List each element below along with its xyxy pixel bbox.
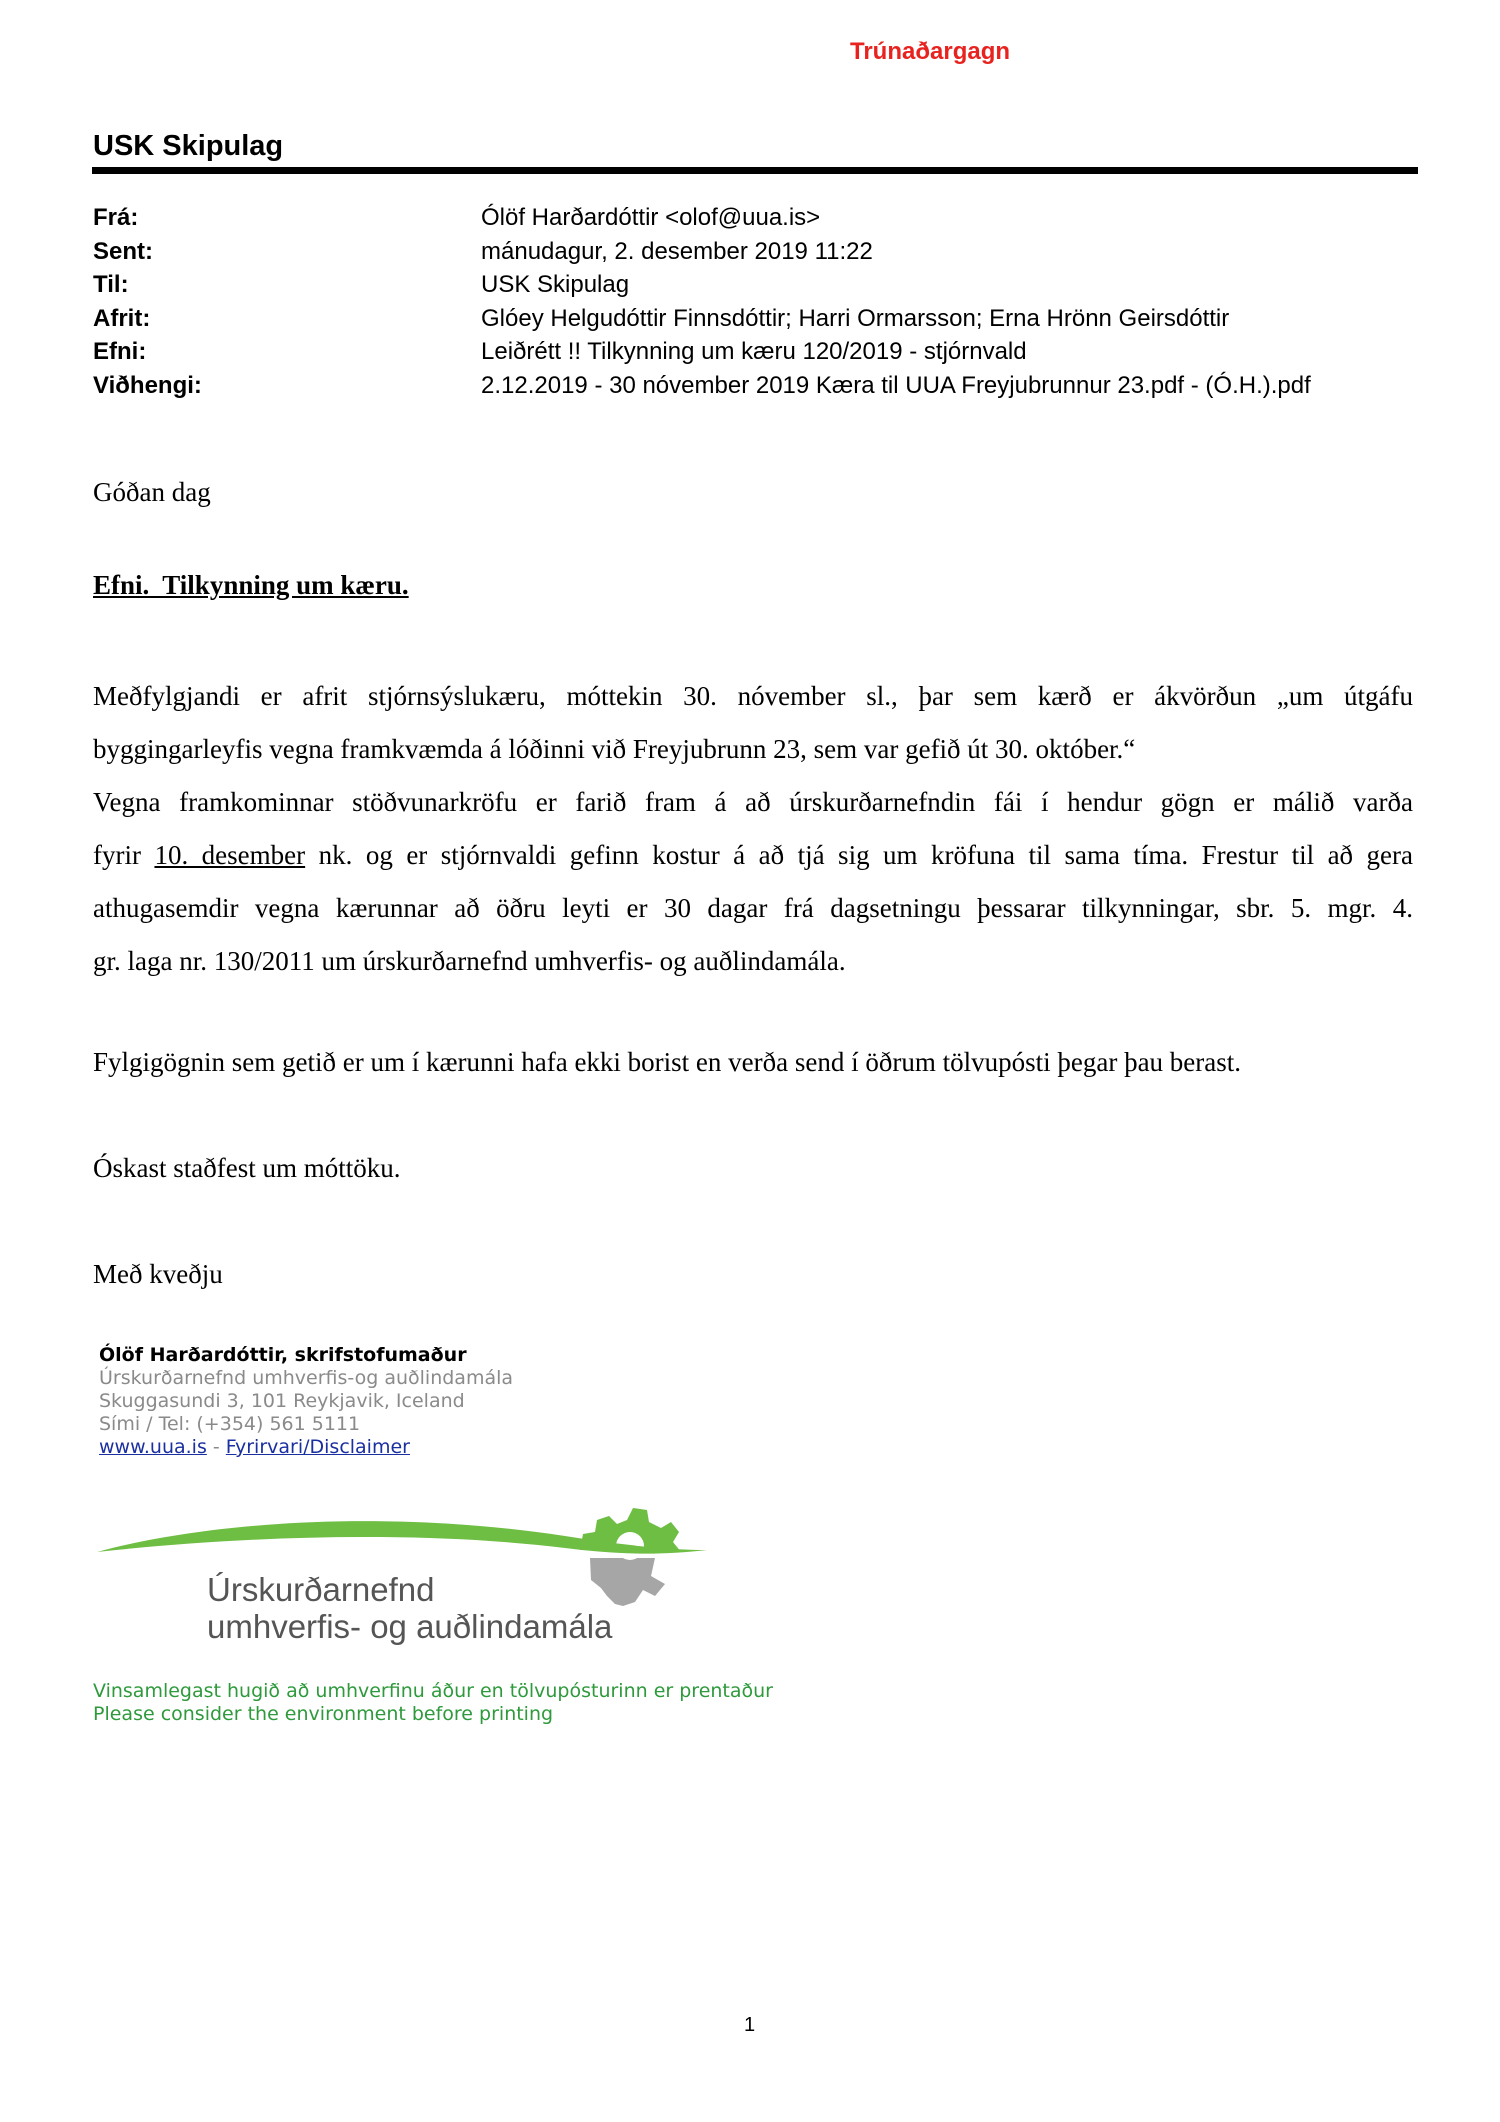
- header-to-label: Til:: [93, 271, 129, 298]
- body-subject: Efni. Tilkynning um kæru.: [93, 570, 409, 600]
- paragraph-confirm: Óskast staðfest um móttöku.: [93, 1153, 401, 1183]
- confidential-label: Trúnaðargagn: [850, 38, 1011, 65]
- header-attachment-label: Viðhengi:: [93, 372, 202, 399]
- para1-line5: athugasemdir vegna kærunnar að öðru leyti er 30 dagar frá dagsetningu þessarar tilkynningar, sbr. 5. mgr. 4.: [93, 893, 1413, 923]
- closing: Með kveðju: [93, 1259, 223, 1289]
- environment-note-is: Vinsamlegast hugið að umhverfinu áður en tölvupósturinn er prentaður: [93, 1680, 773, 1702]
- para1-line4-pre: fyrir: [93, 840, 155, 870]
- logo-line2: umhverfis- og auðlindamála: [207, 1608, 613, 1645]
- disclaimer-link[interactable]: Fyrirvari/Disclaimer: [225, 1436, 410, 1458]
- link-separator: -: [206, 1436, 226, 1458]
- para1-line4: [93, 829, 1413, 882]
- header-attachment-value[interactable]: 2.12.2019 - 30 nóvember 2019 Kæra til UUA Freyjubrunnur 23.pdf - (Ó.H.).pdf: [481, 372, 1311, 399]
- para1-line2: byggingarleyfis vegna framkvæmda á lóðinni við Freyjubrunn 23, sem var gefið út 30. október.“: [93, 734, 1136, 764]
- uua-logo-graphic: [95, 1480, 715, 1660]
- header-to-value: USK Skipulag: [481, 271, 630, 298]
- header-cc-label: Afrit:: [93, 305, 151, 332]
- deadline-date: 10. desember: [154, 840, 306, 870]
- header-from-value: Ólöf Harðardóttir <olof@uua.is>: [481, 204, 821, 231]
- paragraph-notice: [93, 670, 1413, 988]
- website-link[interactable]: www.uua.is: [99, 1436, 207, 1458]
- signature-phone: Sími / Tel: (+354) 561 5111: [99, 1413, 361, 1435]
- page-number: 1: [744, 2014, 756, 2036]
- logo-line1: Úrskurðarnefnd: [207, 1571, 435, 1608]
- para1-line1: Meðfylgjandi er afrit stjórnsýslukæru, móttekin 30. nóvember sl., þar sem kærð er ákvörðun „um útgáfu: [93, 681, 1413, 711]
- header-from-label: Frá:: [93, 204, 139, 231]
- greeting: Góðan dag: [93, 477, 211, 507]
- header-subject-label: Efni:: [93, 338, 147, 365]
- environment-note-en: Please consider the environment before printing: [93, 1703, 554, 1725]
- para1-line6: gr. laga nr. 130/2011 um úrskurðarnefnd umhverfis- og auðlindamála.: [93, 946, 846, 976]
- header-rule: [92, 167, 1418, 174]
- header-cc-value: Glóey Helgudóttir Finnsdóttir; Harri Ormarsson; Erna Hrönn Geirsdóttir: [481, 305, 1230, 332]
- header-subject-value: Leiðrétt !! Tilkynning um kæru 120/2019 - stjórnvald: [481, 338, 1027, 365]
- environment-note: [93, 1680, 773, 1726]
- para1-line4-post: nk. og er stjórnvaldi gefinn kostur á að tjá sig um kröfuna til sama tíma. Frestur til að gera: [305, 840, 1413, 870]
- uua-logo: [95, 1480, 715, 1664]
- header-sent-value: mánudagur, 2. desember 2019 11:22: [481, 238, 873, 265]
- header-sent-label: Sent:: [93, 238, 153, 265]
- paragraph-attachments: Fylgigögnin sem getið er um í kærunni hafa ekki borist en verða send í öðrum tölvupósti þegar þau berast.: [93, 1047, 1242, 1077]
- signature-org: Úrskurðarnefnd umhverfis-og auðlindamála: [99, 1367, 514, 1389]
- signature-address: Skuggasundi 3, 101 Reykjavik, Iceland: [99, 1390, 465, 1412]
- email-signature: [99, 1344, 513, 1459]
- signature-name: Ólöf Harðardóttir, skrifstofumaður: [99, 1344, 467, 1366]
- mailbox-title: USK Skipulag: [93, 130, 284, 162]
- para1-line3: Vegna framkominnar stöðvunarkröfu er farið fram á að úrskurðarnefndin fái í hendur gögn er málið varða: [93, 787, 1413, 817]
- logo-grey-cog-icon: [590, 1558, 665, 1606]
